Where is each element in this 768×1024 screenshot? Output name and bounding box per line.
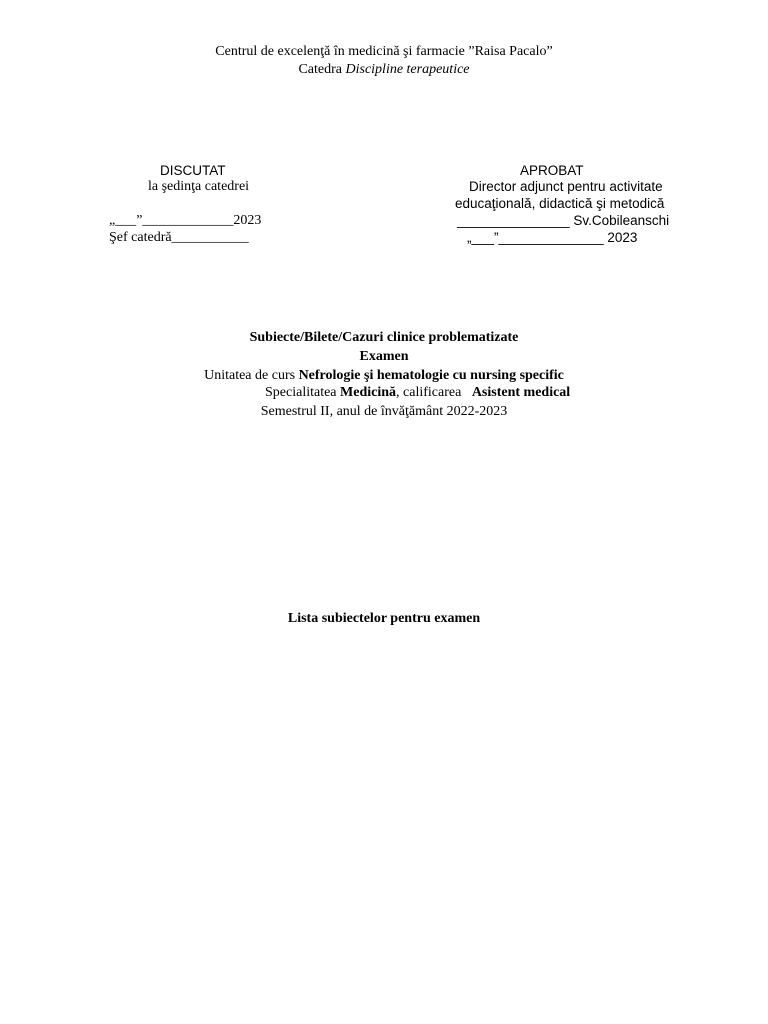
discutat-meeting: la şedinţa catedrei (148, 179, 250, 194)
head-of-department-line: Şef catedră___________ (109, 230, 249, 245)
discutat-date-line: „___”_____________2023 (109, 213, 262, 228)
exam-list-title: Lista subiectelor pentru examen (287, 611, 481, 626)
aprobat-director-line-2: educaţională, didactică şi metodică (455, 196, 665, 211)
aprobat-signature-line: _______________ Sv.Cobileanschi (457, 213, 670, 228)
specialty-prefix: Specialitatea (265, 385, 341, 400)
aprobat-date-line: „___”______________ 2023 (467, 230, 638, 245)
exam-label: Examen (359, 349, 409, 364)
document-title: Subiecte/Bilete/Cazuri clinice problematizate (249, 330, 519, 345)
course-unit-prefix: Unitatea de curs (204, 368, 299, 383)
aprobat-director-line: Director adjunct pentru activitate (469, 179, 663, 194)
specialty-line (265, 384, 570, 401)
department-name: Discipline terapeutice (345, 62, 470, 77)
course-unit-name: Nefrologie şi hematologie cu nursing specific (298, 368, 564, 383)
qualification-name: Asistent medical (471, 385, 571, 400)
qualification-prefix: , calificarea (396, 385, 472, 400)
department-prefix: Catedra (298, 62, 346, 77)
semester-line: Semestrul II, anul de învăţământ 2022-2023 (260, 404, 508, 419)
specialty-name: Medicină (340, 385, 397, 400)
institution-text: Centrul de excelenţă în medicină şi farmacie ”Raisa Pacalo” (215, 44, 553, 59)
course-unit-line (0, 367, 768, 384)
department-line (0, 61, 768, 78)
aprobat-title: APROBAT (520, 163, 584, 178)
discutat-title: DISCUTAT (160, 163, 226, 178)
institution-name (0, 43, 768, 60)
